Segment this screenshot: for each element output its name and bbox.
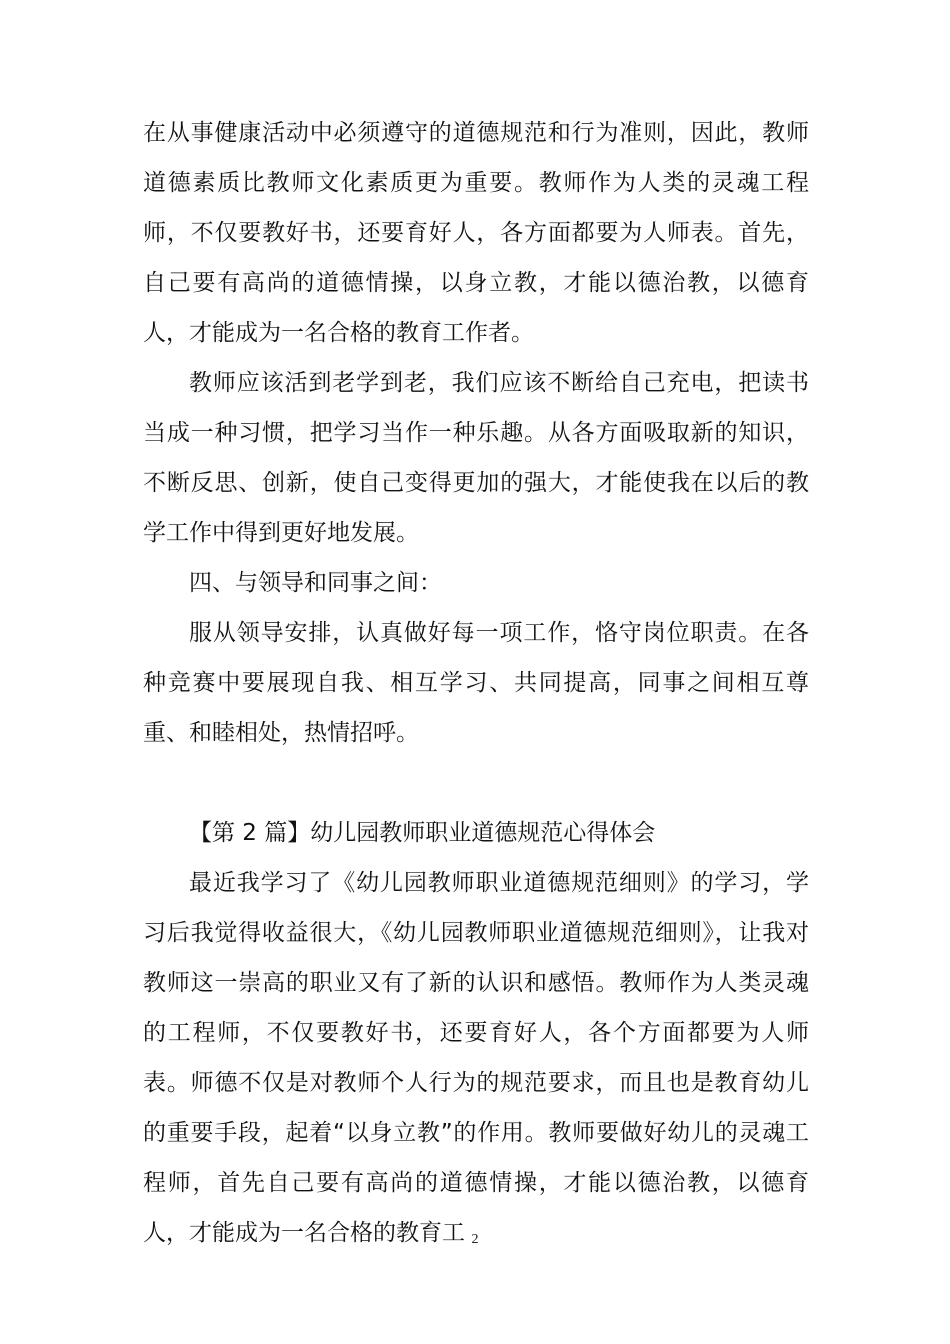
paragraph-study-reflection: 最近我学习了《幼儿园教师职业道德规范细则》的学习，学习后我觉得收益很大，《幼儿园教师职业道德规范细则》，让我对教师这一崇高的职业又有了新的认识和感悟。教师作为人类灵魂的工程师，不仅要教好书，还要育好人，各个方面都要为人师表。师德不仅是对教师个人行为的规范要求，而且也是教育幼儿的重要手段，起着“以身立教”的作用。教师要做好幼儿的灵魂工程师，首先自己要有高尚的道德情操，才能以德治教，以德育人，才能成为一名合格的教育工 bbox=[143, 870, 809, 1246]
section-gap bbox=[143, 758, 809, 808]
section-heading-leaders-colleagues: 四、与领导和同事之间： bbox=[189, 570, 442, 596]
paragraph-obey-leadership: 服从领导安排，认真做好每一项工作，恪守岗位职责。在各种竞赛中要展现自我、相互学习、共同提高，同事之间相互尊重、和睦相处，热情招呼。 bbox=[143, 620, 809, 746]
paragraph-lifelong-learning: 教师应该活到老学到老，我们应该不断给自己充电，把读书当成一种习惯，把学习当作一种乐趣。从各方面吸取新的知识，不断反思、创新，使自己变得更加的强大，才能使我在以后的教学工作中得到更好地发展。 bbox=[143, 370, 809, 546]
article-title: 【第 2 篇】幼儿园教师职业道德规范心得体会 bbox=[189, 820, 656, 846]
paragraph-continuation: 在从事健康活动中必须遵守的道德规范和行为准则，因此，教师道德素质比教师文化素质更为重要。教师作为人类的灵魂工程师，不仅要教好书，还要育好人，各方面都要为人师表。首先，自己要有高尚的道德情操，以身立教，才能以德治教，以德育人，才能成为一名合格的教育工作者。 bbox=[143, 120, 809, 346]
page-number: 2 bbox=[471, 1232, 479, 1247]
document-body bbox=[143, 108, 809, 1258]
